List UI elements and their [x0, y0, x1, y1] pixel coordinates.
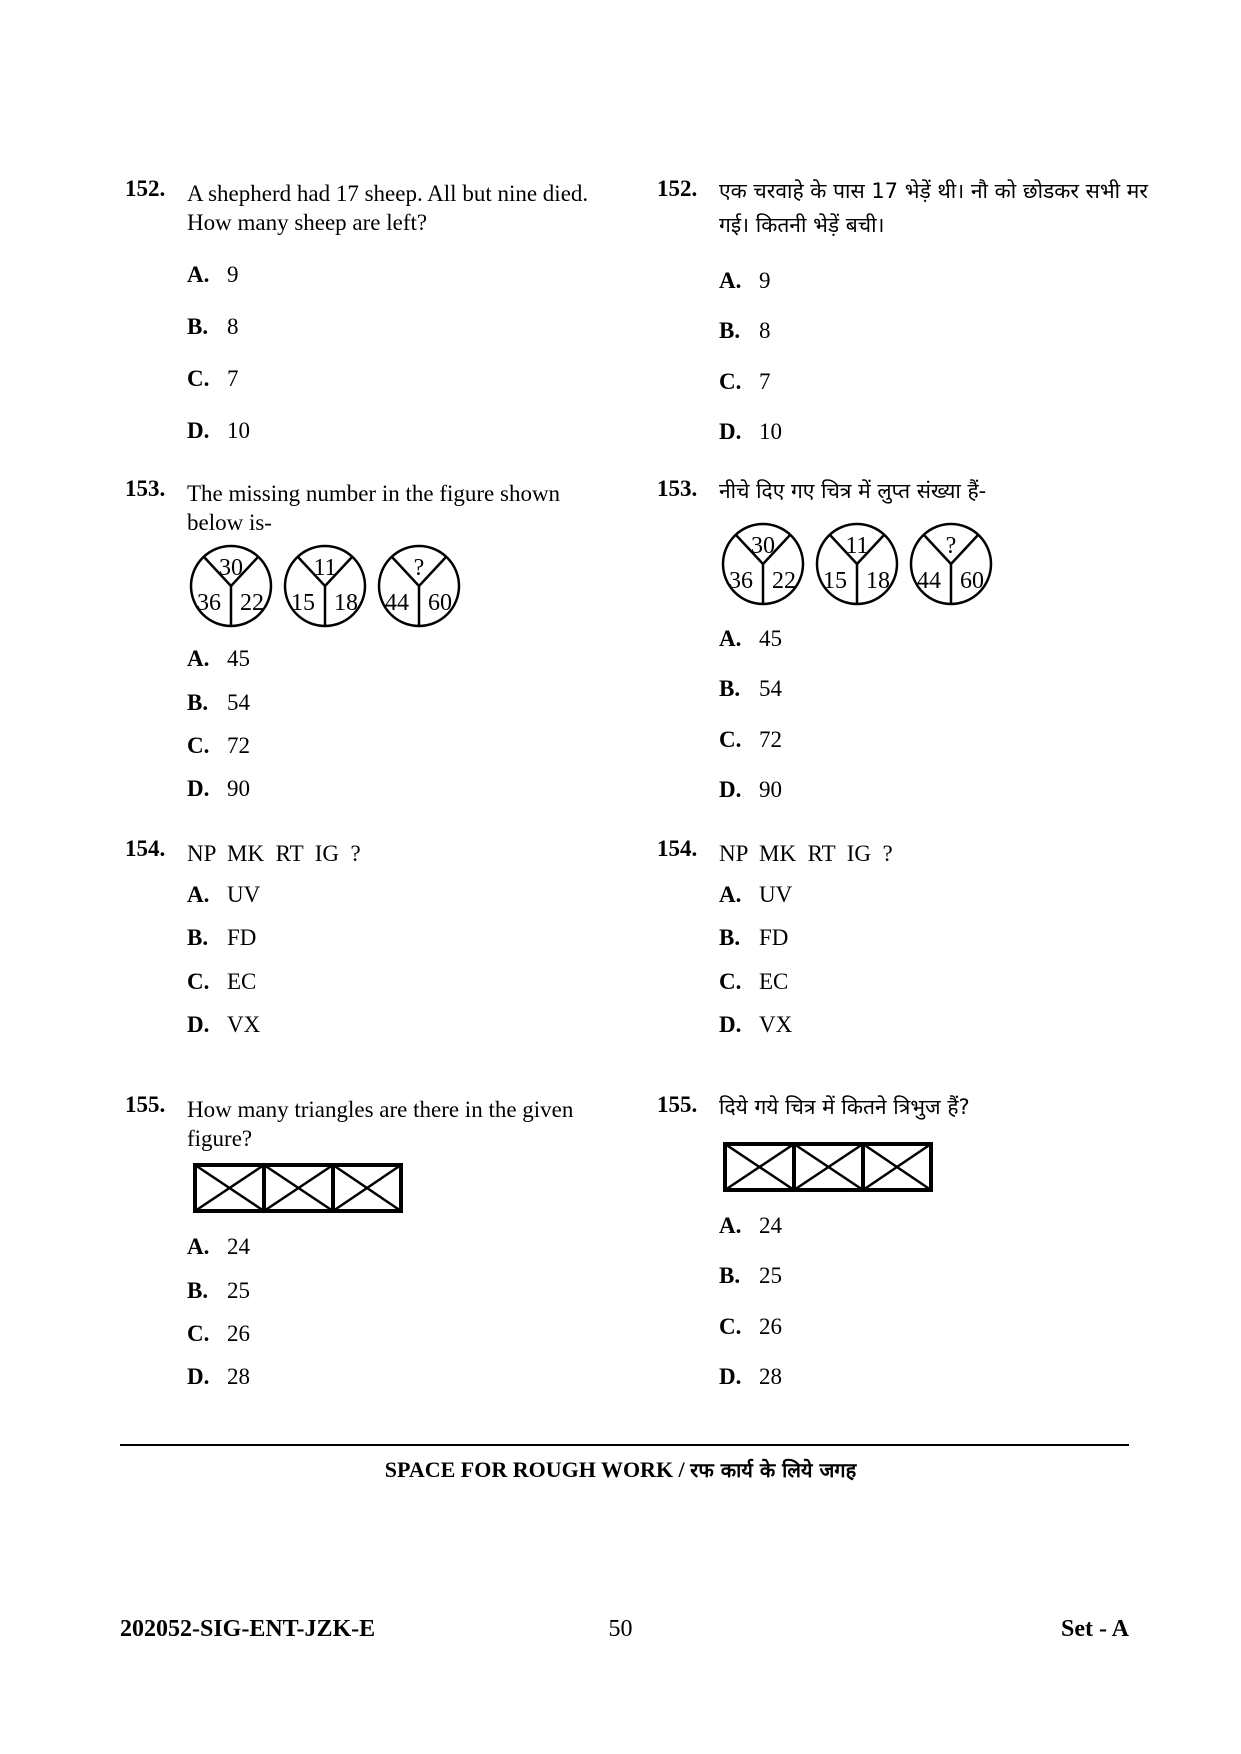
option-value: EC [227, 969, 257, 994]
circle-2-top: 11 [845, 533, 869, 559]
option-b [187, 925, 256, 951]
circle-3-left: 44 [385, 590, 409, 616]
page-number: 50 [608, 1616, 633, 1642]
option-a [187, 1234, 250, 1260]
question-number: 154. [125, 836, 166, 861]
option-label: B. [719, 1263, 741, 1288]
option-a [719, 882, 792, 908]
option-value: 25 [227, 1278, 250, 1303]
option-d [187, 1364, 250, 1390]
option-b [719, 925, 788, 951]
option-value: 8 [227, 314, 239, 339]
option-value: 90 [227, 776, 250, 801]
triangles-figure [723, 1142, 935, 1194]
circle-1 [723, 524, 803, 604]
circle-number-figure [719, 522, 1009, 612]
circle-3-right: 60 [428, 590, 452, 616]
option-d [719, 1012, 792, 1038]
option-value: FD [227, 925, 257, 950]
option-label: C. [719, 1314, 742, 1339]
option-label: A. [719, 268, 742, 293]
option-value: 24 [227, 1234, 250, 1259]
option-d [187, 1012, 260, 1038]
option-label: C. [719, 369, 742, 394]
question-text: NP MK RT IG ? [187, 841, 361, 866]
option-label: D. [187, 1012, 210, 1037]
option-b [187, 1278, 250, 1304]
option-label: C. [187, 969, 210, 994]
option-value: 72 [227, 733, 250, 758]
option-d [187, 418, 250, 444]
option-label: A. [719, 882, 742, 907]
option-label: D. [719, 1012, 742, 1037]
question-number: 152. [657, 176, 698, 201]
question-number: 154. [657, 836, 698, 861]
option-a [719, 626, 782, 652]
option-a [187, 262, 239, 288]
option-label: C. [187, 733, 210, 758]
option-value: 54 [227, 690, 250, 715]
option-label: A. [187, 646, 210, 671]
option-label: A. [187, 262, 210, 287]
option-label: D. [719, 419, 742, 444]
option-label: D. [187, 1364, 210, 1389]
option-c [187, 733, 250, 759]
option-value: 45 [759, 626, 782, 651]
circle-1 [191, 546, 271, 626]
option-value: 8 [759, 318, 771, 343]
option-value: EC [759, 969, 789, 994]
option-label: D. [719, 1364, 742, 1389]
circle-3 [911, 524, 991, 604]
option-b [187, 314, 239, 340]
question-number: 155. [125, 1092, 166, 1117]
option-c [719, 727, 782, 753]
option-value: 10 [759, 419, 782, 444]
circle-2-left: 15 [291, 590, 315, 616]
option-label: A. [187, 882, 210, 907]
option-value: 7 [759, 369, 771, 394]
question-number: 155. [657, 1092, 698, 1117]
option-label: C. [719, 969, 742, 994]
triangles-figure [193, 1163, 405, 1215]
question-text: How many triangles are there in the given figure? [187, 1097, 574, 1151]
option-value: 25 [759, 1263, 782, 1288]
option-b [719, 676, 782, 702]
option-label: C. [187, 1321, 210, 1346]
option-label: B. [719, 676, 741, 701]
circle-1-right: 22 [772, 568, 796, 594]
option-label: A. [187, 1234, 210, 1259]
option-label: D. [187, 418, 210, 443]
question-number: 153. [657, 476, 698, 501]
option-value: 26 [759, 1314, 782, 1339]
question-number: 153. [125, 476, 166, 501]
option-b [187, 690, 250, 716]
circle-3-right: 60 [960, 568, 984, 594]
option-d [187, 776, 250, 802]
option-value: UV [227, 882, 261, 907]
option-b [719, 1263, 782, 1289]
option-label: A. [719, 626, 742, 651]
option-label: B. [187, 925, 209, 950]
circle-3 [379, 546, 459, 626]
option-label: B. [719, 925, 741, 950]
circle-1-top: 30 [751, 533, 775, 559]
option-c [719, 1314, 782, 1340]
set-label: Set - A [1061, 1616, 1129, 1642]
option-c [719, 969, 788, 995]
rough-work-hi: रफ कार्य के लिये जगह [690, 1458, 857, 1482]
option-value: 7 [227, 366, 239, 391]
option-c [719, 369, 771, 395]
option-value: 28 [759, 1364, 782, 1389]
option-label: B. [187, 690, 209, 715]
question-text: The missing number in the figure shown below is- [187, 481, 561, 535]
option-value: 10 [227, 418, 250, 443]
option-value: 9 [759, 268, 771, 293]
circle-1-left: 36 [729, 568, 753, 594]
circle-2-top: 11 [313, 555, 337, 581]
option-label: C. [187, 366, 210, 391]
rough-work-en: SPACE FOR ROUGH WORK / [384, 1457, 685, 1482]
circle-1-right: 22 [240, 590, 264, 616]
option-c [187, 1321, 250, 1347]
circle-2-right: 18 [866, 568, 890, 594]
circle-2-left: 15 [823, 568, 847, 594]
question-text: नीचे दिए गए चित्र में लुप्त संख्या हैं- [719, 479, 987, 503]
option-value: 54 [759, 676, 782, 701]
option-value: UV [759, 882, 793, 907]
rough-work-heading [0, 1456, 1241, 1483]
question-number: 152. [125, 176, 166, 201]
option-value: 28 [227, 1364, 250, 1389]
rough-work-divider [120, 1444, 1129, 1446]
option-c [187, 366, 239, 392]
option-label: D. [719, 777, 742, 802]
option-value: FD [759, 925, 789, 950]
option-value: 45 [227, 646, 250, 671]
circle-2-right: 18 [334, 590, 358, 616]
option-value: 90 [759, 777, 782, 802]
circle-1-top: 30 [219, 555, 243, 581]
option-label: B. [187, 1278, 209, 1303]
option-value: 72 [759, 727, 782, 752]
option-label: B. [187, 314, 209, 339]
circle-2 [817, 524, 897, 604]
question-text: NP MK RT IG ? [719, 841, 893, 866]
option-d [719, 419, 782, 445]
circle-3-top: ? [945, 533, 957, 559]
option-d [719, 1364, 782, 1390]
option-a [719, 1213, 782, 1239]
circle-3-left: 44 [917, 568, 941, 594]
option-d [719, 777, 782, 803]
circle-number-figure [187, 544, 477, 634]
question-text: दिये गये चित्र में कितने त्रिभुज हैं? [719, 1095, 970, 1119]
circle-3-top: ? [413, 555, 425, 581]
question-text: A shepherd had 17 sheep. All but nine died. How many sheep are left? [187, 181, 589, 235]
option-b [719, 318, 771, 344]
option-value: 26 [227, 1321, 250, 1346]
option-label: A. [719, 1213, 742, 1238]
option-label: C. [719, 727, 742, 752]
option-a [187, 646, 250, 672]
option-a [719, 268, 771, 294]
question-text: एक चरवाहे के पास 17 भेड़ें थी। नौ को छोडकर सभी मर गई। कितनी भेड़ें बची। [719, 179, 1148, 237]
option-label: B. [719, 318, 741, 343]
option-label: D. [187, 776, 210, 801]
circle-2 [285, 546, 365, 626]
option-value: 9 [227, 262, 239, 287]
option-value: 24 [759, 1213, 782, 1238]
option-c [187, 969, 256, 995]
option-value: VX [759, 1012, 793, 1037]
option-a [187, 882, 260, 908]
circle-1-left: 36 [197, 590, 221, 616]
option-value: VX [227, 1012, 261, 1037]
paper-code: 202052-SIG-ENT-JZK-E [120, 1616, 376, 1642]
